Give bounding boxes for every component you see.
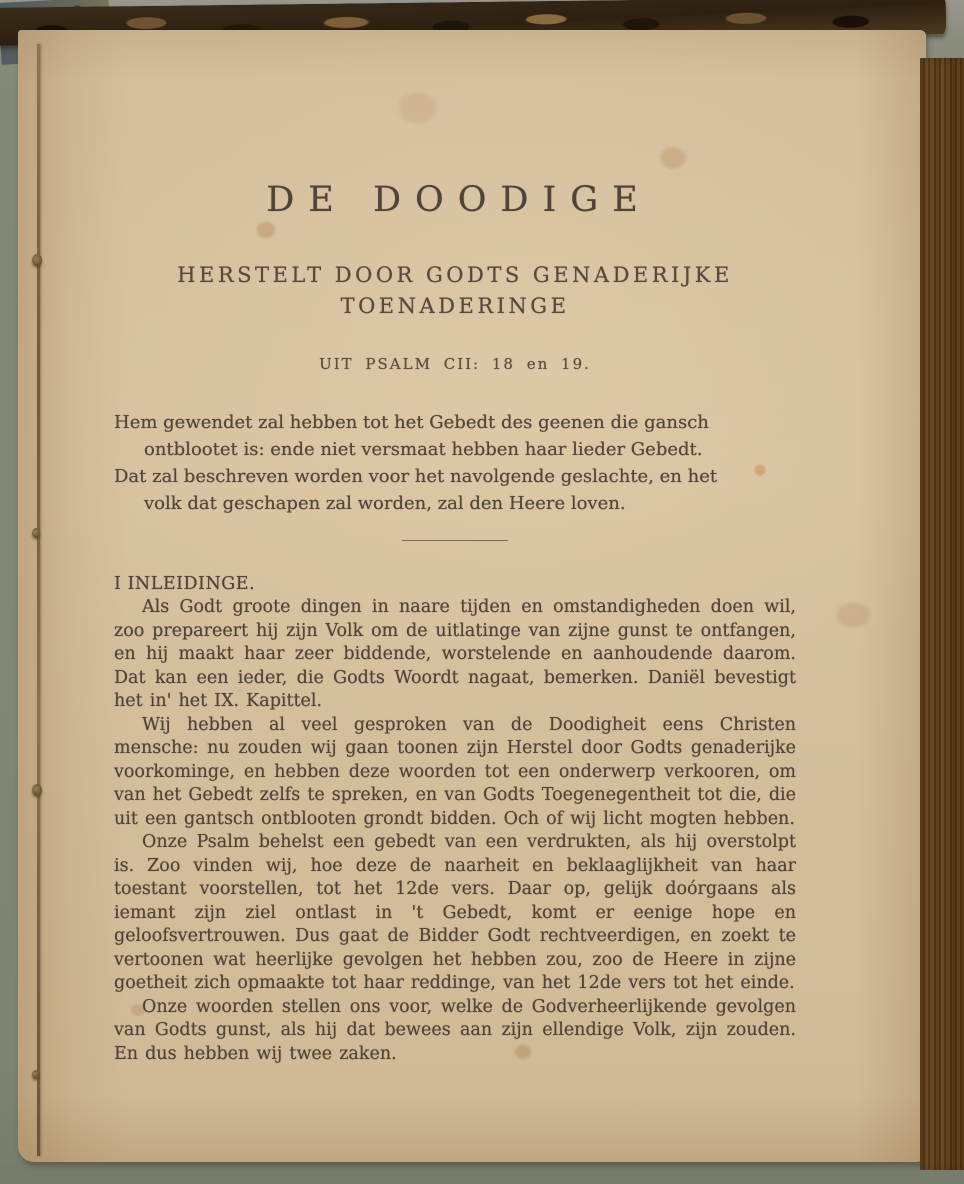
binding-thread <box>37 44 40 1156</box>
psalm-reference: UIT PSALM CII: 18 en 19. <box>319 355 591 373</box>
epigraph-line: Dat zal beschreven worden voor het navolgende geslachte, en het <box>114 466 718 487</box>
subtitle-line-2: TOENADERINGE <box>340 294 570 318</box>
epigraph-line: volk dat geschapen zal worden, zal den Heere loven. <box>144 493 626 514</box>
book-page <box>18 30 926 1162</box>
paragraph: Onze Psalm behelst een gebedt van een verdrukten, als hij overstolpt is. Zoo vinden wij, hoe deze de naarheit en beklaaglijkheit van haar toestant voorstellen, tot het 12de vers. Daar op, gelijk doórgaans als iemant zijn ziel ontlast in 't Gebedt, komt er eenige hope en geloofsvertrouwen. Dus gaat de Bidder Godt rechtveerdigen, en zoekt te vertoonen wat heerlijke gevolgen het hebben zou, zoo de Heere in zijne goetheit zich opmaakte tot haar reddinge, van het 12de vers tot het einde. <box>114 832 796 993</box>
page-title: DE DOODIGE <box>266 180 652 220</box>
page-stack-fore-edge <box>920 58 964 1170</box>
binding-thread-knot <box>32 254 42 266</box>
binding-thread-knot <box>32 1070 39 1079</box>
page-subtitle <box>114 260 796 322</box>
binding-thread-knot <box>32 528 40 538</box>
epigraph <box>114 409 796 517</box>
subtitle-line-1: HERSTELT DOOR GODTS GENADERIJKE <box>177 263 733 287</box>
binding-thread-knot <box>32 784 42 796</box>
paragraph: Onze woorden stellen ons voor, welke de Godverheerlijkende gevolgen van Godts gunst, als hij dat bewees aan zijn ellendige Volk, zijn zouden. En dus hebben wij twee zaken. <box>114 996 796 1064</box>
epigraph-line: Hem gewendet zal hebben tot het Gebedt des geenen die gansch <box>114 412 709 433</box>
section-heading: I INLEIDINGE. <box>114 574 256 594</box>
paragraph: Wij hebben al veel gesproken van de Doodigheit eens Christen mensche: nu zouden wij gaan toonen zijn Herstel door Godts genaderijke voorkominge, en hebben deze woorden tot een onderwerp verkooren, om van het Gebedt zelfs te spreken, en van Godts Toegenegentheit tot die, die uit een gantsch ontblooten grondt bidden. Och of wij licht mogten hebben. <box>114 714 796 829</box>
printed-text-block <box>114 180 796 1066</box>
book-bottom-edge <box>8 1145 948 1178</box>
paragraph: Als Godt groote dingen in naare tijden en omstandigheden doen wil, zoo prepareert hij zijn Volk om de uitlatinge van zijne gunst te ontfangen, en hij maakt haar zeer biddende, worstelende en aanhoudende daarom. Dat kan een ieder, die Godts Woordt nagaat, bemerken. Daniël bevestigt het in' het IX. Kapittel. <box>114 597 796 711</box>
section-divider-rule <box>402 540 508 541</box>
epigraph-line: ontblootet is: ende niet versmaat hebben haar lieder Gebedt. <box>144 439 703 460</box>
